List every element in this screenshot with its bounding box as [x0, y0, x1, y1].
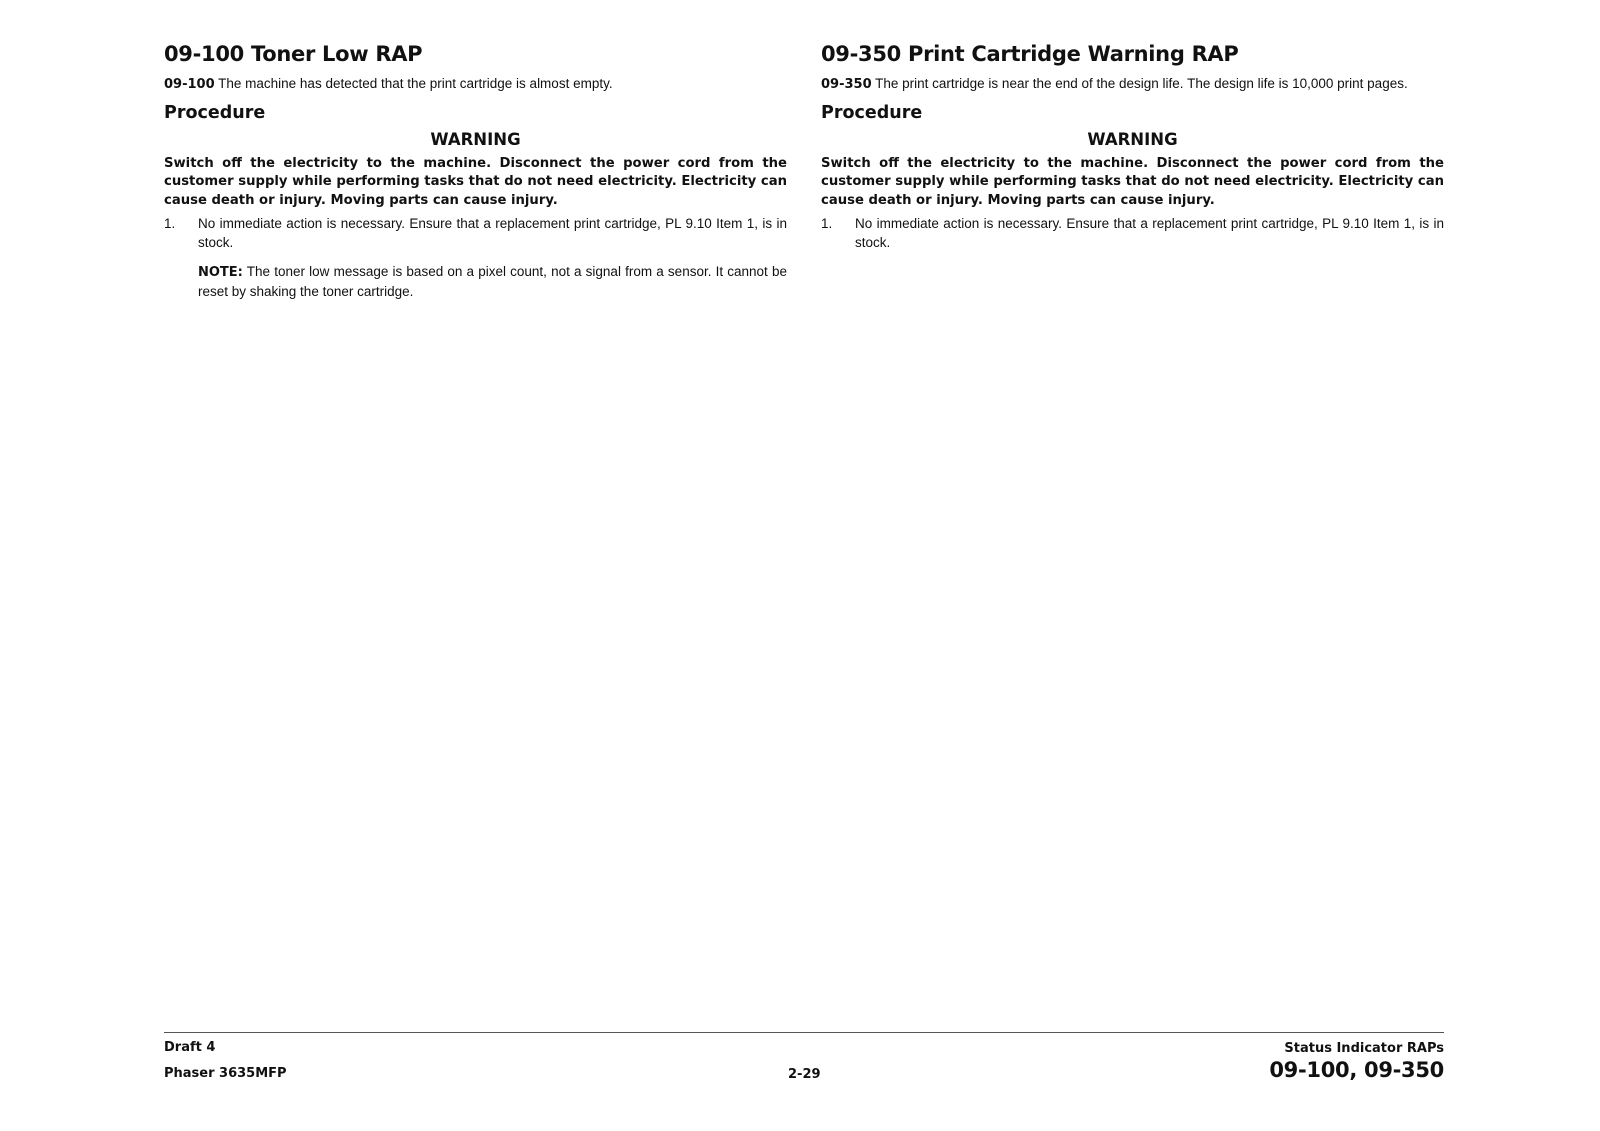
print-cartridge-warning-rap-title: 09-350 Print Cartridge Warning RAP	[821, 42, 1239, 66]
step-number: 1.	[164, 216, 176, 232]
procedure-step	[164, 214, 787, 252]
left-column	[164, 40, 787, 301]
step-text: No immediate action is necessary. Ensure that a replacement print cartridge, PL 9.10 Item 1, is in stock.	[198, 216, 787, 251]
intro-code: 09-350	[821, 77, 872, 93]
toner-low-intro	[164, 74, 787, 94]
footer-draft: Draft 4	[164, 1040, 216, 1055]
intro-text: The print cartridge is near the end of the design life. The design life is 10,000 print pages.	[871, 76, 1408, 92]
footer-page-number: 2-29	[788, 1067, 821, 1082]
note-label: NOTE:	[198, 265, 243, 281]
print-cartridge-intro	[821, 74, 1444, 94]
warning-text: Switch off the electricity to the machine. Disconnect the power cord from the customer supply while performing tasks that do not need electricity. Electricity can cause death or injury. Moving parts can cause injury.	[821, 155, 1444, 208]
footer-section: Status Indicator RAPs	[1284, 1041, 1444, 1056]
footer-codes: 09-100, 09-350	[1269, 1058, 1444, 1082]
intro-code: 09-100	[164, 77, 215, 93]
step-number: 1.	[821, 216, 833, 232]
note	[198, 262, 787, 301]
step-text: No immediate action is necessary. Ensure that a replacement print cartridge, PL 9.10 Item 1, is in stock.	[855, 216, 1444, 251]
warning-heading: WARNING	[430, 130, 521, 150]
warning-heading: WARNING	[1087, 130, 1178, 150]
right-column	[821, 40, 1444, 252]
intro-text: The machine has detected that the print cartridge is almost empty.	[214, 76, 613, 92]
footer-divider	[164, 1032, 1444, 1033]
procedure-heading: Procedure	[821, 103, 923, 124]
warning-text: Switch off the electricity to the machine. Disconnect the power cord from the customer supply while performing tasks that do not need electricity. Electricity can cause death or injury. Moving parts can cause injury.	[164, 155, 787, 208]
toner-low-rap-title: 09-100 Toner Low RAP	[164, 42, 423, 66]
procedure-heading: Procedure	[164, 103, 266, 124]
footer-model: Phaser 3635MFP	[164, 1066, 287, 1081]
note-text: The toner low message is based on a pixel count, not a signal from a sensor. It cannot be reset by shaking the toner cartridge.	[198, 264, 787, 300]
procedure-step	[821, 214, 1444, 252]
